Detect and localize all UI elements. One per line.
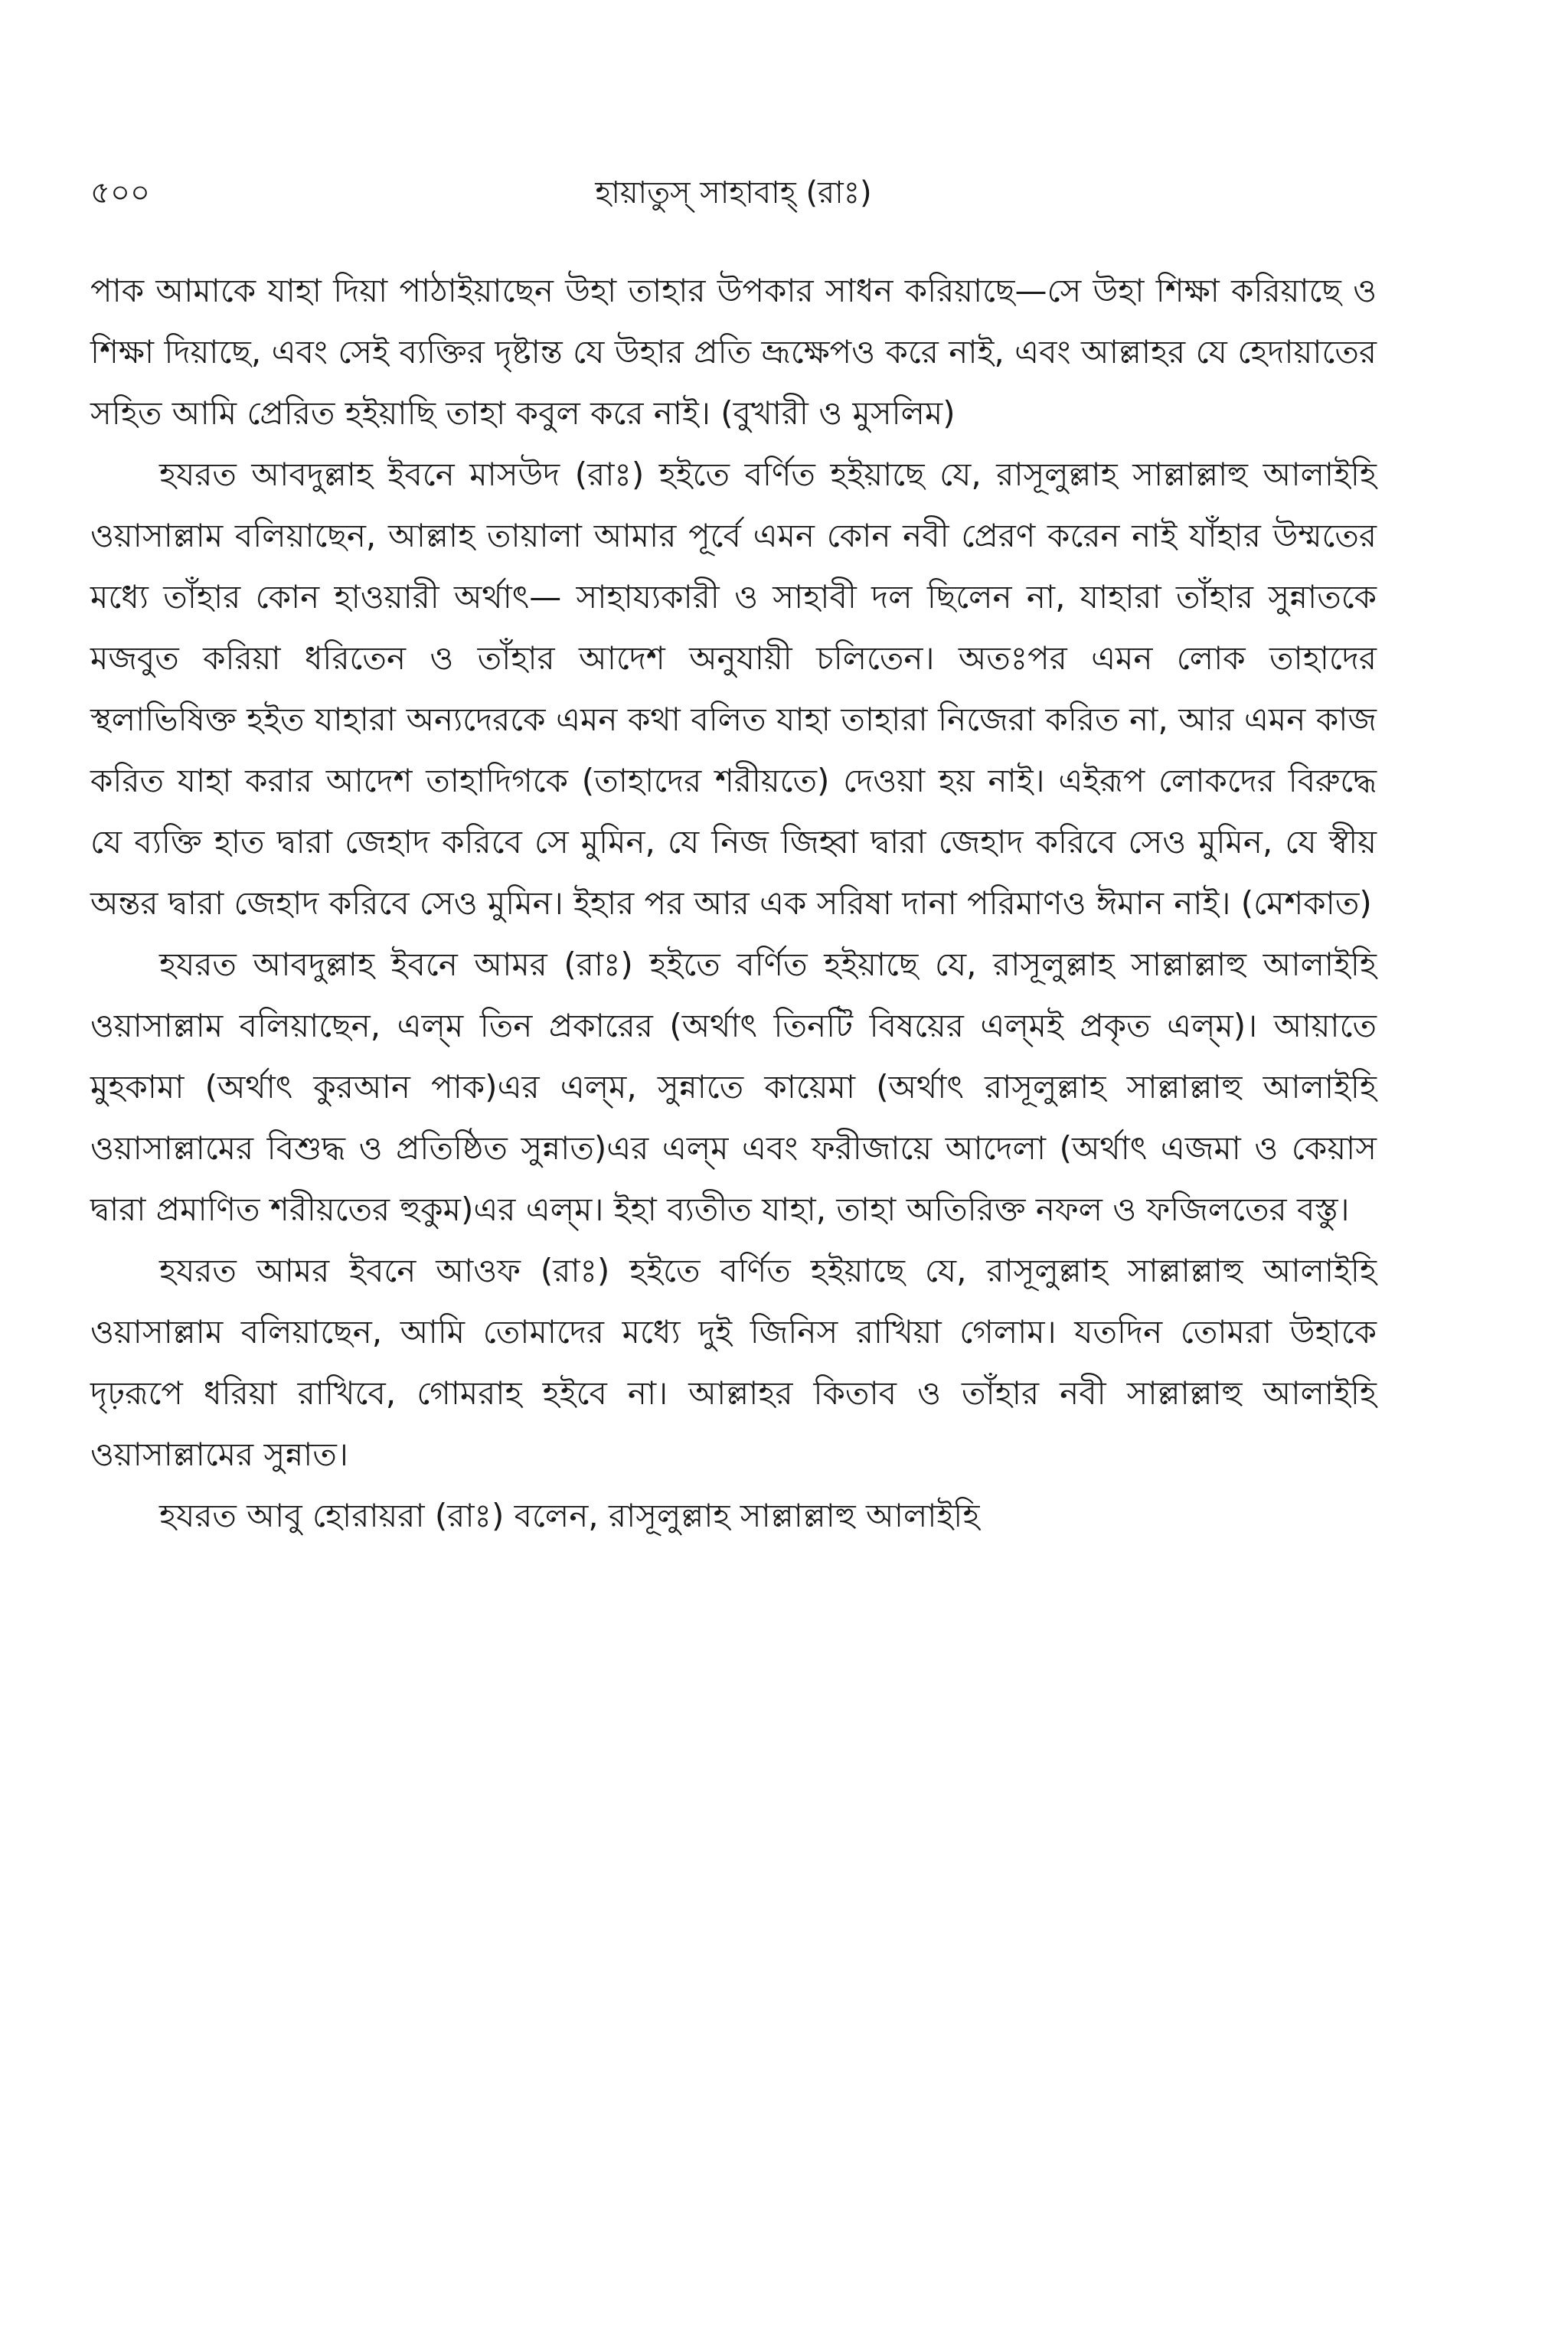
paragraph-continuation: পাক আমাকে যাহা দিয়া পাঠাইয়াছেন উহা তাহার উপকার সাধন করিয়াছে—সে উহা শিক্ষা করিয়াছে ও শিক্ষা দিয়াছে, এবং সেই ব্যক্তির দৃষ্টান্ত যে উহার প্রতি ভ্রূক্ষেপও করে নাই, এবং আল্লাহর যে হেদায়াতের সহিত আমি প্রেরিত হইয়াছি তাহা কবুল করে নাই। (বুখারী ও মুসলিম)	[90, 272, 1377, 432]
running-header	[90, 170, 1377, 216]
paragraph-hadith-masud: হযরত আবদুল্লাহ ইবনে মাসউদ (রাঃ) হইতে বর্ণিত হইয়াছে যে, রাসূলুল্লাহ সাল্লাল্লাহু আলাইহি ওয়াসাল্লাম বলিয়াছেন, আল্লাহ তায়ালা আমার পূর্বে এমন কোন নবী প্রেরণ করেন নাই যাঁহার উম্মতের মধ্যে তাঁহার কোন হাওয়ারী অর্থাৎ— সাহায্যকারী ও সাহাবী দল ছিলেন না, যাহারা তাঁহার সুন্নাতকে মজবুত করিয়া ধরিতেন ও তাঁহার আদেশ অনুযায়ী চলিতেন। অতঃপর এমন লোক তাহাদের স্থলাভিষিক্ত হইত যাহারা অন্যদেরকে এমন কথা বলিত যাহা তাহারা নিজেরা করিত না, আর এমন কাজ করিত যাহা করার আদেশ তাহাদিগকে (তাহাদের শরীয়তে) দেওয়া হয় নাই। এইরূপ লোকদের বিরুদ্ধে যে ব্যক্তি হাত দ্বারা জেহাদ করিবে সে মুমিন, যে নিজ জিহ্বা দ্বারা জেহাদ করিবে সেও মুমিন, যে স্বীয় অন্তর দ্বারা জেহাদ করিবে সেও মুমিন। ইহার পর আর এক সরিষা দানা পরিমাণও ঈমান নাই। (মেশকাত)	[90, 456, 1377, 922]
paragraph-hadith-amr: হযরত আবদুল্লাহ ইবনে আমর (রাঃ) হইতে বর্ণিত হইয়াছে যে, রাসূলুল্লাহ সাল্লাল্লাহু আলাইহি ওয়াসাল্লাম বলিয়াছেন, এল্‌ম তিন প্রকারের (অর্থাৎ তিনটি বিষয়ের এল্‌মই প্রকৃত এল্‌ম)। আয়াতে মুহকামা (অর্থাৎ কুরআন পাক)এর এল্‌ম, সুন্নাতে কায়েমা (অর্থাৎ রাসূলুল্লাহ সাল্লাল্লাহু আলাইহি ওয়াসাল্লামের বিশুদ্ধ ও প্রতিষ্ঠিত সুন্নাত)এর এল্‌ম এবং ফরীজায়ে আদেলা (অর্থাৎ এজমা ও কেয়াস দ্বারা প্রমাণিত শরীয়তের হুকুম)এর এল্‌ম। ইহা ব্যতীত যাহা, তাহা অতিরিক্ত নফল ও ফজিলতের বস্তু।	[90, 946, 1377, 1228]
page-number: ৫০০	[90, 175, 150, 211]
book-title: হায়াতুস্ সাহাবাহ্ (রাঃ)	[595, 175, 872, 211]
paragraph-hadith-hurayra: হযরত আবু হোরায়রা (রাঃ) বলেন, রাসূলুল্লাহ সাল্লাল্লাহু আলাইহি	[159, 1497, 980, 1534]
page-body	[90, 260, 1377, 1547]
paragraph-hadith-awf: হযরত আমর ইবনে আওফ (রাঃ) হইতে বর্ণিত হইয়াছে যে, রাসূলুল্লাহ সাল্লাল্লাহু আলাইহি ওয়াসাল্লাম বলিয়াছেন, আমি তোমাদের মধ্যে দুই জিনিস রাখিয়া গেলাম। যতদিন তোমরা উহাকে দৃঢ়রূপে ধরিয়া রাখিবে, গোমরাহ হইবে না। আল্লাহর কিতাব ও তাঁহার নবী সাল্লাল্লাহু আলাইহি ওয়াসাল্লামের সুন্নাত।	[90, 1252, 1377, 1473]
